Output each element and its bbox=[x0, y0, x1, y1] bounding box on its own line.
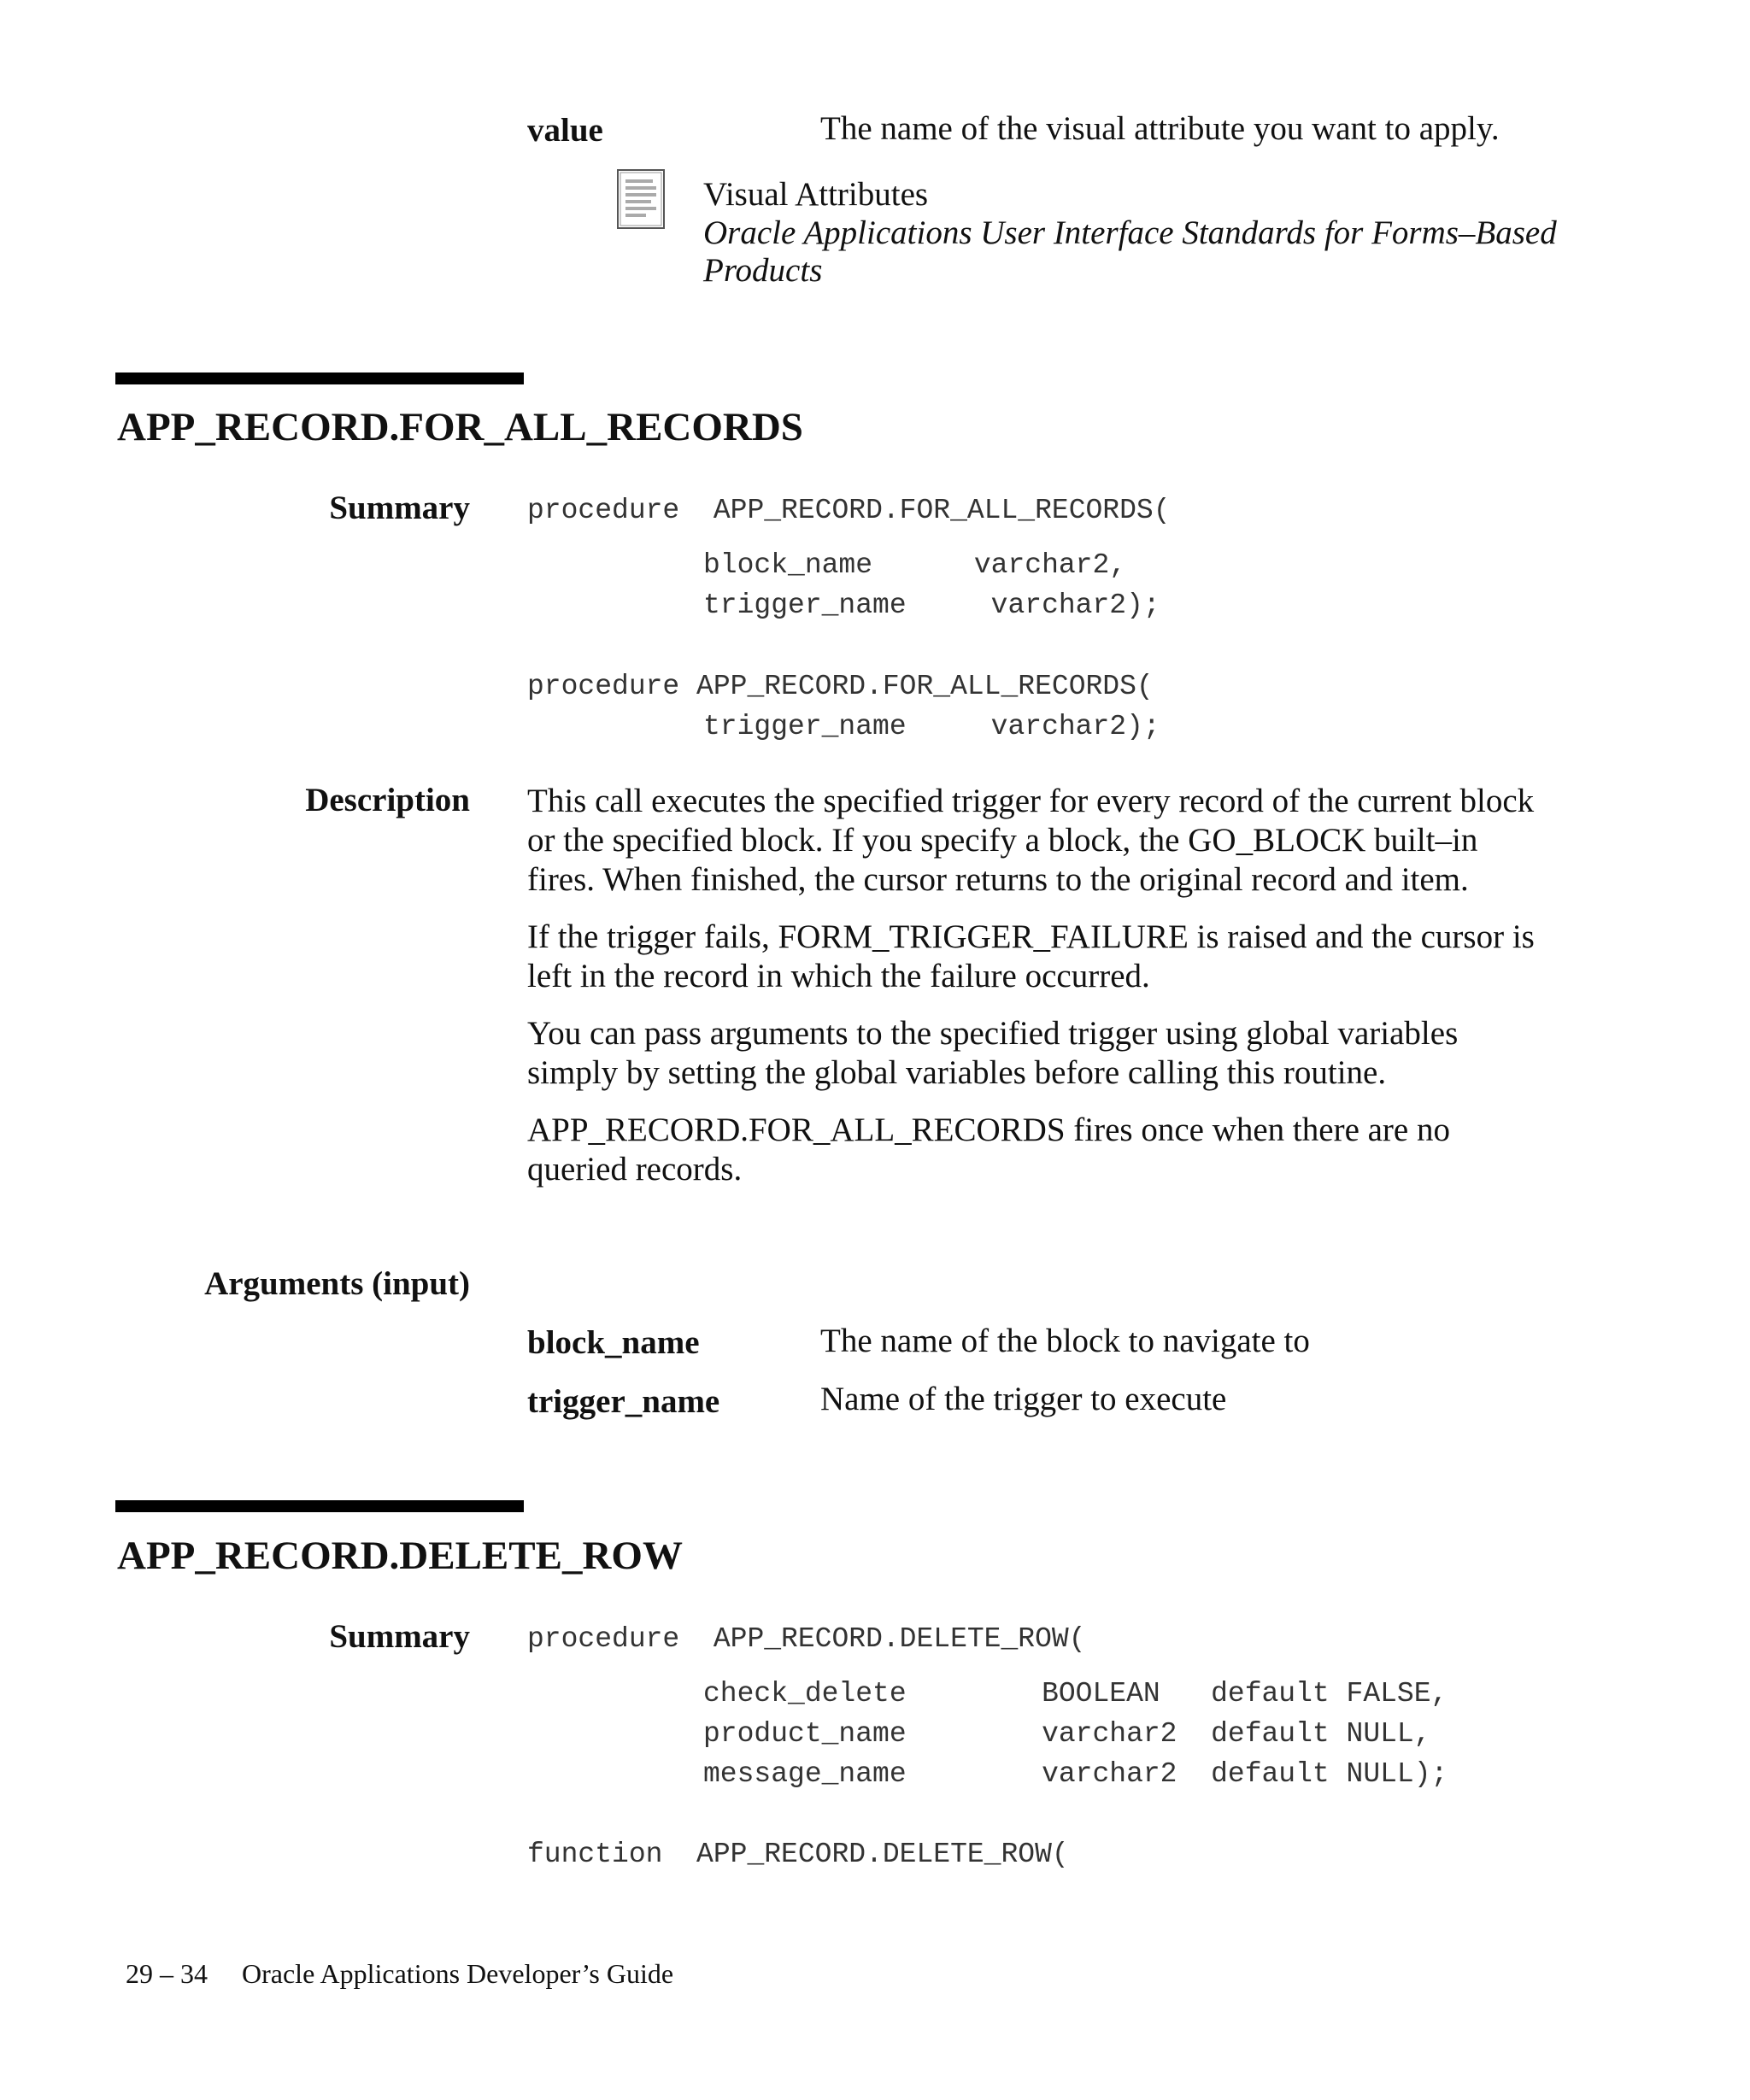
description-paragraph: If the trigger fails, FORM_TRIGGER_FAILURE is raised and the cursor is left in the record in which the failure occurred. bbox=[527, 918, 1535, 994]
book-title: Oracle Applications Developer’s Guide bbox=[242, 1958, 674, 1989]
code-line: message_name varchar2 default NULL); bbox=[703, 1758, 1448, 1790]
code-line: procedure APP_RECORD.DELETE_ROW( bbox=[527, 1623, 1086, 1655]
code-line: check_delete BOOLEAN default FALSE, bbox=[703, 1678, 1448, 1710]
summary-label: Summary bbox=[329, 490, 470, 526]
summary-label: Summary bbox=[329, 1618, 470, 1655]
argument-description: Name of the trigger to execute bbox=[820, 1381, 1227, 1417]
description-paragraph: APP_RECORD.FOR_ALL_RECORDS fires once when there are no queried records. bbox=[527, 1112, 1450, 1188]
reference-source-line2: Products bbox=[703, 252, 823, 289]
reference-source-line1: Oracle Applications User Interface Standards for Forms–Based bbox=[703, 214, 1557, 251]
description-label: Description bbox=[305, 782, 470, 818]
section-heading: APP_RECORD.FOR_ALL_RECORDS bbox=[117, 405, 803, 449]
argument-name: trigger_name bbox=[527, 1383, 720, 1420]
code-line: trigger_name varchar2); bbox=[703, 711, 1160, 742]
code-line: procedure APP_RECORD.FOR_ALL_RECORDS( bbox=[527, 671, 1154, 702]
argument-name: block_name bbox=[527, 1324, 700, 1361]
reference-title: Visual Attributes bbox=[703, 176, 929, 213]
description-paragraph: You can pass arguments to the specified trigger using global variables simply by setting the global variables before calling this routine. bbox=[527, 1015, 1459, 1091]
description-paragraph: This call executes the specified trigger for every record of the current block or the specified block. If you specify a block, the GO_BLOCK built–in fires. When finished, the cursor returns to the original record and item. bbox=[527, 783, 1535, 898]
page-number: 29 – 34 bbox=[126, 1958, 208, 1989]
section-heading: APP_RECORD.DELETE_ROW bbox=[117, 1534, 683, 1578]
description-body bbox=[527, 782, 1553, 1207]
code-line: function APP_RECORD.DELETE_ROW( bbox=[527, 1839, 1069, 1870]
arguments-label: Arguments (input) bbox=[204, 1265, 470, 1302]
section-rule bbox=[115, 1500, 524, 1512]
document-icon bbox=[617, 169, 665, 229]
code-line: block_name varchar2, bbox=[703, 549, 1127, 581]
code-line: trigger_name varchar2); bbox=[703, 590, 1160, 621]
argument-name-value: value bbox=[527, 112, 603, 149]
code-line: procedure APP_RECORD.FOR_ALL_RECORDS( bbox=[527, 495, 1171, 526]
argument-description: The name of the block to navigate to bbox=[820, 1323, 1310, 1359]
code-line: product_name varchar2 default NULL, bbox=[703, 1718, 1431, 1750]
section-rule bbox=[115, 372, 524, 384]
argument-description-value: The name of the visual attribute you want to apply. bbox=[820, 110, 1500, 147]
